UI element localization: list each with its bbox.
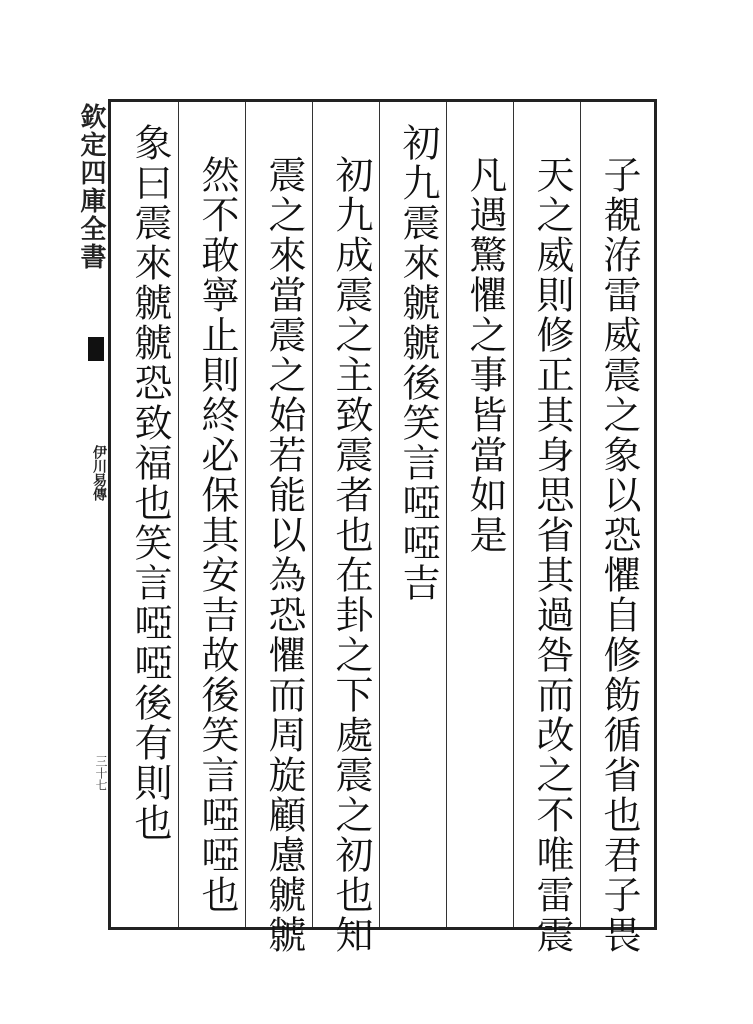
page-frame xyxy=(76,95,660,955)
text-column-6: 震之來當震之始若能以為恐懼而周旋顧慮虩虩 xyxy=(262,155,306,955)
margin-title: 欽定四庫全書 xyxy=(76,103,106,271)
text-column-7: 然不敢寧止則終必保其安吉故後笑言啞啞也 xyxy=(195,155,239,915)
margin-book-title: 伊川易傳 xyxy=(91,445,107,501)
margin-strip xyxy=(76,95,110,930)
top-border xyxy=(108,99,656,102)
text-column-4: 初九震來虩虩後笑言啞啞吉 xyxy=(396,123,440,603)
right-border xyxy=(654,99,657,930)
text-column-5: 初九成震之主致震者也在卦之下處震之初也知 xyxy=(329,155,373,955)
text-column-2: 天之威則修正其身思省其過咎而改之不唯雷震 xyxy=(530,155,574,955)
text-column-8: 象曰震來虩虩恐致福也笑言啞啞後有則也 xyxy=(128,123,172,843)
margin-page-number: 三十七 xyxy=(94,755,108,791)
text-column-3: 凡遇驚懼之事皆當如是 xyxy=(463,155,507,555)
fish-tail-mark xyxy=(88,337,104,361)
text-column-1: 子覩洊雷威震之象以恐懼自修飭循省也君子畏 xyxy=(597,155,641,955)
